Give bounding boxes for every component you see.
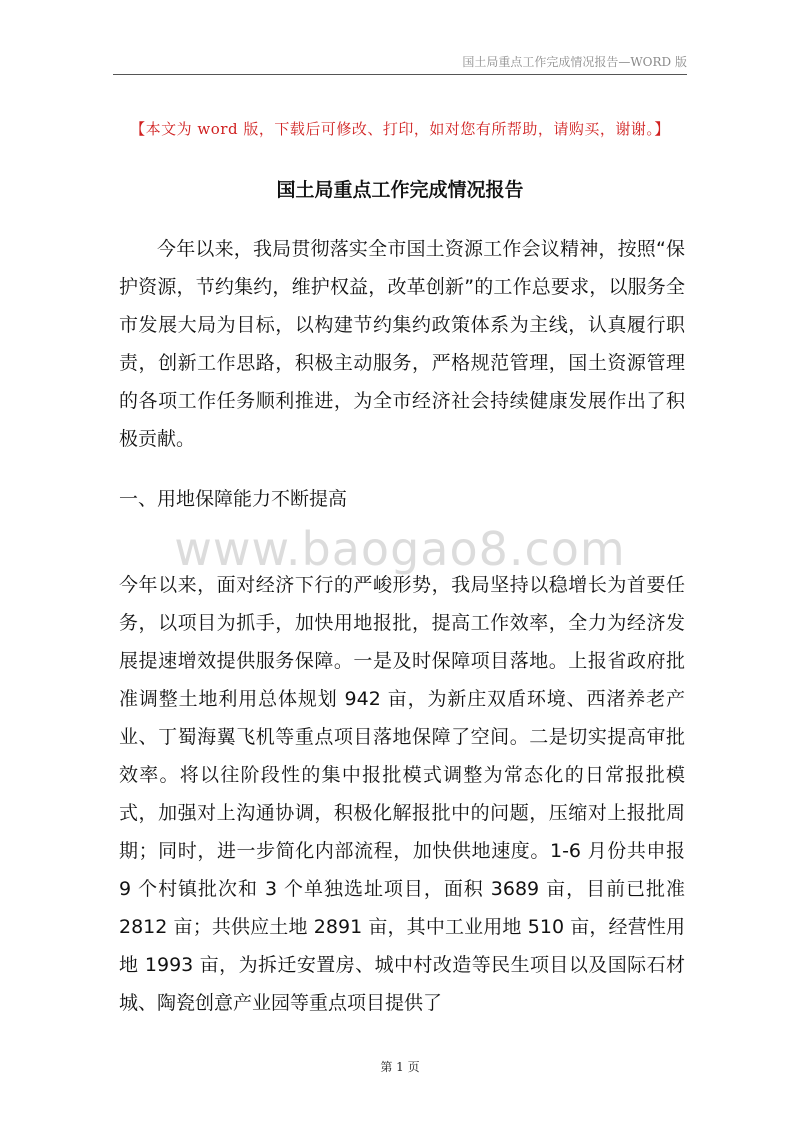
- section-paragraph: 今年以来，面对经济下行的严峻形势，我局坚持以稳增长为首要任务，以项目为抓手，加快用地报批，提高工作效率，全力为经济发展提速增效提供服务保障。一是及时保障项目落地。上报省政府批准调整土地利用总体规划 942 亩，为新庄双盾环境、西渚养老产业、丁蜀海翼飞机等重点项目落地保障了空间。二是切实提高审批效率。将以往阶段性的集中报批模式调整为常态化的日常报批模式，加强对上沟通协调，积极化解报批中的问题，压缩对上报批周期；同时，进一步简化内部流程，加快供地速度。1-6 月份共申报 9 个村镇批次和 3 个单独选址项目，面积 3689 亩，目前已批准 2812 亩；共供应土地 2891 亩，其中工业用地 510 亩，经营性用地 1993 亩，为拆迁安置房、城中村改造等民生项目以及国际石材城、陶瓷创意产业园等重点项目提供了: [119, 574, 685, 1014]
- intro-paragraph: 今年以来，我局贯彻落实全市国土资源工作会议精神，按照“保护资源，节约集约，维护权益，改革创新”的工作总要求，以服务全市发展大局为目标，以构建节约集约政策体系为主线，认真履行职责，创新工作思路，积极主动服务，严格规范管理，国土资源管理的各项工作任务顺利推进，为全市经济社会持续健康发展作出了积极贡献。: [119, 238, 685, 450]
- page-number: 第 1 页: [380, 1060, 420, 1074]
- page-header: [113, 50, 687, 75]
- download-notice: 【本文为 word 版，下载后可修改、打印，如对您有所帮助，请购买，谢谢。】: [130, 120, 670, 138]
- running-title: 国土局重点工作完成情况报告—WORD 版: [462, 55, 687, 69]
- document-title: 国土局重点工作完成情况报告: [276, 179, 524, 201]
- watermark: www.baogao8.com: [174, 522, 626, 576]
- section-heading: 一、用地保障能力不断提高: [119, 488, 348, 510]
